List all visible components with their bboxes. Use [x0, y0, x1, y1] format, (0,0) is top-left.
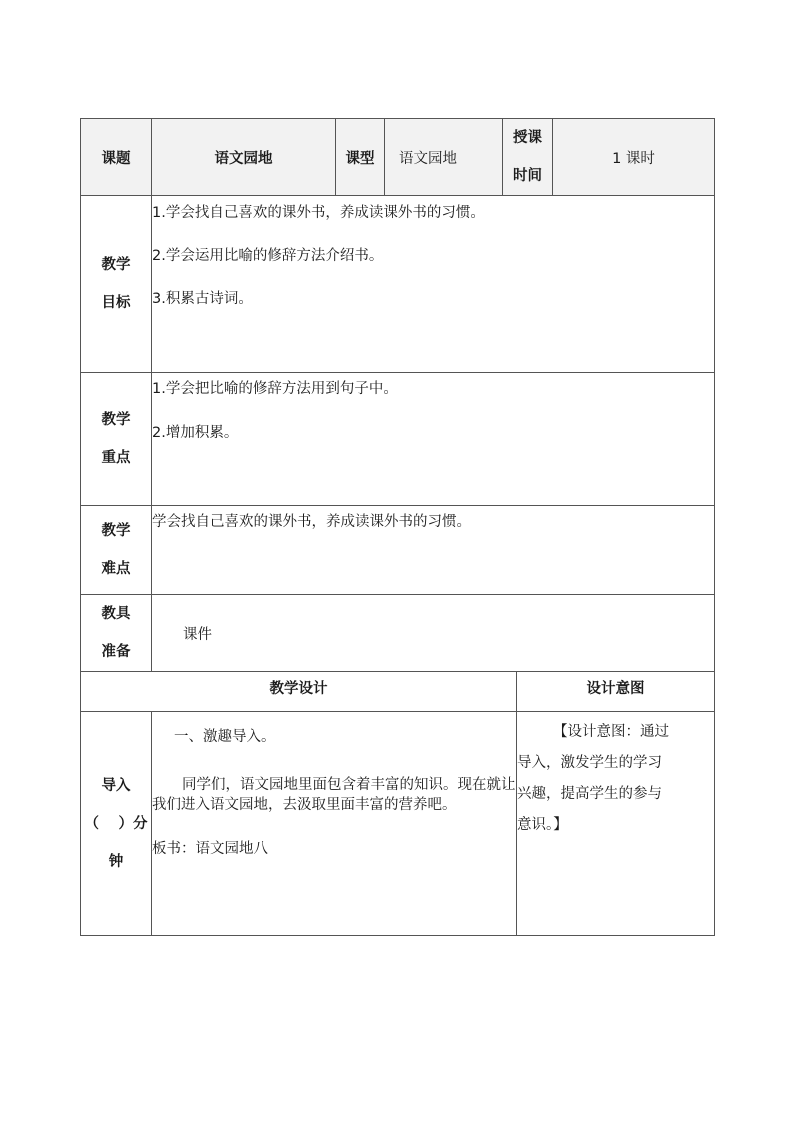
board-note: 板书：语文园地八: [152, 841, 268, 857]
intro-label-line3: 钟: [108, 853, 124, 870]
materials-content: [152, 595, 715, 672]
time-value: 1 课时: [553, 119, 715, 196]
key-point-item: 1.学会把比喻的修辞方法用到句子中。: [152, 381, 398, 397]
intro-paragraph-line2: 我们进入语文园地，去汲取里面丰富的营养吧。: [152, 797, 457, 813]
intro-label-line1: 导入: [101, 777, 131, 794]
objectives-label: [81, 196, 152, 373]
time-label: [503, 119, 553, 196]
key-points-label-line2: 重点: [101, 450, 131, 466]
intro-content: [152, 712, 517, 936]
intent-line: 兴趣，提高学生的参与: [517, 786, 662, 802]
intro-label-line2: （ ）分: [84, 815, 148, 832]
key-points-content: [152, 373, 715, 506]
objectives-label-line1: 教学: [101, 257, 131, 273]
intro-step: 一、激趣导入。: [174, 729, 276, 745]
objective-item: 1.学会找自己喜欢的课外书，养成读课外书的习惯。: [152, 205, 485, 221]
key-points-label-line1: 教学: [101, 412, 131, 428]
key-points-row: [81, 373, 715, 506]
time-label-line1: 授课: [513, 130, 542, 146]
design-header-row: [81, 672, 715, 712]
materials-label-line1: 教具: [101, 606, 131, 622]
intent-line: 【设计意图：通过: [553, 724, 669, 740]
key-points-label: [81, 373, 152, 506]
objectives-content: [152, 196, 715, 373]
difficulties-label-line1: 教学: [101, 523, 131, 539]
key-point-item: 2.增加积累。: [152, 425, 239, 441]
intro-row: [81, 712, 715, 936]
objectives-label-line2: 目标: [101, 295, 131, 311]
type-value: 语文园地: [385, 119, 503, 196]
difficulties-label-line2: 难点: [101, 561, 131, 577]
header-row: [81, 119, 715, 196]
intent-header: 设计意图: [517, 672, 715, 712]
difficulties-text: 学会找自己喜欢的课外书，养成读课外书的习惯。: [152, 514, 471, 530]
intro-intent: [517, 712, 715, 936]
intent-line: 意识。】: [517, 817, 568, 833]
topic-label: 课题: [81, 119, 152, 196]
intro-paragraph-line1: 同学们，语文园地里面包含着丰富的知识。现在就让: [182, 777, 516, 793]
time-label-line2: 时间: [513, 168, 542, 184]
lesson-plan-table: [80, 118, 715, 936]
design-header: 教学设计: [81, 672, 517, 712]
materials-label-line2: 准备: [101, 644, 131, 660]
materials-label: [81, 595, 152, 672]
type-label: 课型: [336, 119, 385, 196]
objective-item: 2.学会运用比喻的修辞方法介绍书。: [152, 248, 384, 264]
difficulties-row: [81, 506, 715, 595]
topic-value: 语文园地: [152, 119, 336, 196]
intent-line: 导入，激发学生的学习: [517, 755, 662, 771]
difficulties-content: [152, 506, 715, 595]
materials-row: [81, 595, 715, 672]
difficulties-label: [81, 506, 152, 595]
materials-text: 课件: [183, 626, 212, 643]
objectives-row: [81, 196, 715, 373]
intro-label: [81, 712, 152, 936]
objective-item: 3.积累古诗词。: [152, 291, 253, 307]
